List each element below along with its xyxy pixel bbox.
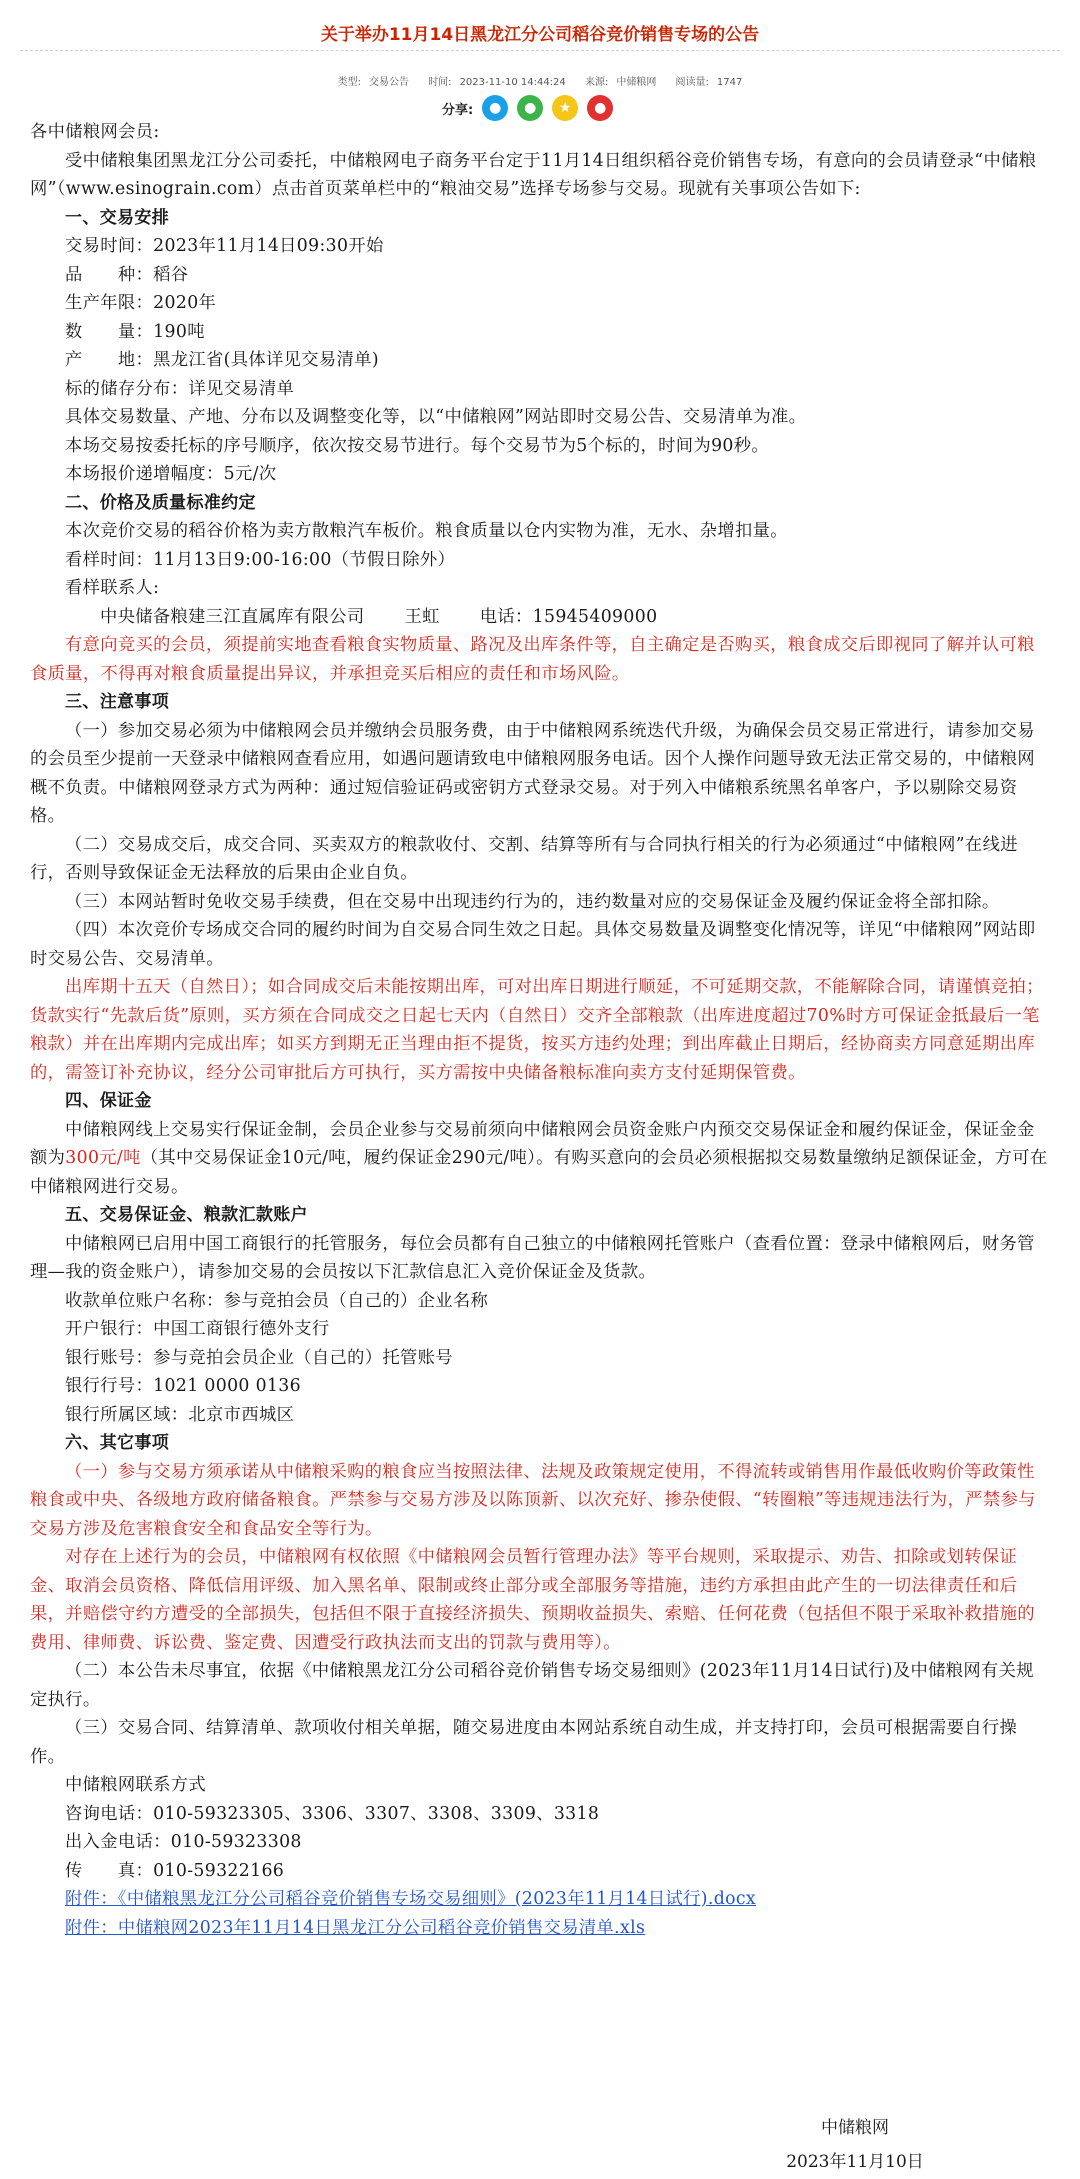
contact-phone: 电话：15945409000 bbox=[479, 606, 658, 627]
deposit-paragraph bbox=[30, 1116, 1050, 1202]
meta-type bbox=[334, 77, 413, 88]
consult-phone: 咨询电话：010-59323305、3306、3307、3308、3309、3318 bbox=[65, 1803, 600, 1824]
meta-bar bbox=[0, 73, 1080, 88]
weibo-share-icon[interactable]: ● bbox=[587, 95, 613, 121]
notice-item-1: （一）参加交易必须为中储粮网会员并缴纳会员服务费，由于中储粮网系统迭代升级，为确保会员交易正常进行，请参加交易的会员至少提前一天登录中储粮网查看应用，如遇问题请致电中储粮网服务电话。因个人操作问题导致无法正常交易的，中储粮网概不负责。中储粮网登录方式为两种：通过短信验证码或密钥方式登录交易。对于列入中储粮系统黑名单客户，予以剔除交易资格。 bbox=[30, 720, 1035, 826]
footer-date: 2023年11月10日 bbox=[786, 2152, 924, 2172]
attachment-link-rules[interactable]: 附件：《中储粮黑龙江分公司稻谷竞价销售专场交易细则》(2023年11月14日试行).docx bbox=[65, 1889, 757, 1909]
notice-item-3: （三）本网站暂时免收交易手续费，但在交易中出现违约行为的，违约数量对应的交易保证金及履约保证金将全部扣除。 bbox=[65, 891, 1000, 912]
section-2-heading: 二、价格及质量标准约定 bbox=[65, 492, 256, 513]
trade-variety: 品 种：稻谷 bbox=[65, 264, 189, 285]
section-6-heading: 六、其它事项 bbox=[65, 1433, 170, 1453]
contact-name: 王虹 bbox=[404, 606, 440, 627]
other-item-2: （二）本公告未尽事宜，依据《中储粮黑龙江分公司稻谷竞价销售专场交易细则》(2023年11月14日试行)及中储粮网有关规定执行。 bbox=[30, 1661, 1034, 1710]
fax-number: 传 真：010-59322166 bbox=[65, 1860, 285, 1881]
viewing-time: 看样时间：11月13日9:00-16:00（节假日除外） bbox=[65, 549, 456, 570]
salutation: 各中储粮网会员: bbox=[30, 122, 160, 142]
meta-source-label: 来源: bbox=[584, 77, 609, 88]
violation-penalty-warning: 对存在上述行为的会员，中储粮网有权依照《中储粮网会员暂行管理办法》等平台规则，采取提示、劝告、扣除或划转保证金、取消会员资格、降低信用评级、加入黑名单、限制或终止部分或全部服务等措施，违约方承担由此产生的一切法律责任和后果，并赔偿守约方遭受的全部损失，包括但不限于直接经济损失、预期收益损失、索赔、任何花费（包括但不限于采取补救措施的费用、律师费、诉讼费、鉴定费、因遭受行政执法而支出的罚款与费用等）。 bbox=[30, 1547, 1035, 1653]
deposit-text-pre: 中储粮网线上交易实行保证金制，会员企业参与交易前须向中储粮网会员资金账户内预交交易保证金和履约保证金，保证金金额为 bbox=[30, 1119, 1035, 1168]
footer-org: 中储粮网 bbox=[821, 2118, 889, 2138]
trade-order-note: 本场交易按委托标的序号顺序，依次按交易节进行。每个交易节为5个标的，时间为90秒。 bbox=[65, 435, 770, 456]
custody-paragraph: 中储粮网已启用中国工商银行的托管服务，每位会员都有自己独立的中储粮网托管账户（查看位置：登录中储粮网后，财务管理—我的资金账户），请参加交易的会员按以下汇款信息汇入竞价保证金及货款。 bbox=[30, 1233, 1035, 1282]
trade-origin: 产 地：黑龙江省(具体详见交易清单) bbox=[65, 350, 379, 370]
trade-quantity: 数 量：190吨 bbox=[65, 321, 205, 342]
deposit-text-post: （其中交易保证金10元/吨，履约保证金290元/吨）。有购买意向的会员必须根据拟交易数量缴纳足额保证金，方可在中储粮网进行交易。 bbox=[30, 1148, 1048, 1197]
price-step: 本场报价递增幅度：5元/次 bbox=[65, 464, 277, 484]
production-year: 生产年限：2020年 bbox=[65, 293, 217, 313]
bank-account: 银行账号：参与竞拍会员企业（自己的）托管账号 bbox=[65, 1347, 453, 1368]
bank-number: 银行行号：1021 0000 0136 bbox=[65, 1376, 301, 1396]
meta-type-value: 交易公告 bbox=[369, 77, 409, 88]
bank-name: 开户银行：中国工商银行德外支行 bbox=[65, 1319, 330, 1339]
quality-risk-warning: 有意向竞买的会员，须提前实地查看粮食实物质量、路况及出库条件等，自主确定是否购买，粮食成交后即视同了解并认可粮食质量，不得再对粮食质量提出异议，并承担竞买后相应的责任和市场风险。 bbox=[30, 635, 1035, 684]
deposit-amount: 300元/吨 bbox=[65, 1148, 141, 1168]
announcement-body bbox=[30, 118, 1050, 1942]
other-item-1-warning: （一）参与交易方须承诺从中储粮采购的粮食应当按照法律、法规及政策规定使用，不得流转或销售用作最低收购价等政策性粮食或中央、各级地方政府储备粮食。严禁参与交易方涉及以陈顶新、以次充好、掺杂使假、“转圈粮”等违规违法行为，严禁参与交易方涉及危害粮食安全和食品安全等行为。 bbox=[30, 1461, 1036, 1539]
wechat-share-icon[interactable]: ● bbox=[517, 95, 543, 121]
meta-time-value: 2023-11-10 14:44:24 bbox=[459, 77, 566, 88]
other-item-3: （三）交易合同、结算清单、款项收付相关单据，随交易进度由本网站系统自动生成，并支持打印，会员可根据需要自行操作。 bbox=[30, 1718, 1018, 1767]
contact-title: 中储粮网联系方式 bbox=[65, 1775, 207, 1795]
delivery-terms-warning: 出库期十五天（自然日）；如合同成交后未能按期出库，可对出库日期进行顺延，不可延期交款，不能解除合同，请谨慎竞拍；货款实行“先款后货”原则，买方须在合同成交之日起七天内（自然日）交齐全部粮款（出库进度超过70%时方可保证金抵最后一笔粮款）并在出库期内完成出库；如买方到期无正当理由拒不提货，按买方违约处理；到出库截止日期后，经协商卖方同意延期出库的，需签订补充协议，经分公司审批后方可执行，买方需按中央储备粮标准向卖方支付延期保管费。 bbox=[30, 977, 1044, 1083]
bank-region: 银行所属区域：北京市西城区 bbox=[65, 1404, 295, 1425]
meta-reads bbox=[672, 77, 747, 88]
quantity-change-note: 具体交易数量、产地、分布以及调整变化等，以“中储粮网”网站即时交易公告、交易清单为准。 bbox=[65, 407, 807, 427]
meta-source-value: 中储粮网 bbox=[616, 77, 657, 88]
funds-phone: 出入金电话：010-59323308 bbox=[65, 1832, 302, 1852]
qzone-share-icon[interactable]: ★ bbox=[552, 95, 578, 121]
intro-paragraph: 受中储粮集团黑龙江分公司委托，中储粮网电子商务平台定于11月14日组织稻谷竞价销售专场，有意向的会员请登录“中储粮网”（www.esinograin.com）点击首页菜单栏中的“粮油交易”选择专场参与交易。现就有关事项公告如下: bbox=[30, 150, 1037, 199]
payee-name: 收款单位账户名称：参与竞拍会员（自己的）企业名称 bbox=[65, 1290, 489, 1311]
meta-reads-label: 阅读量: bbox=[675, 77, 709, 88]
price-quality-paragraph: 本次竞价交易的稻谷价格为卖方散粮汽车板价。粮食质量以仓内实物为准，无水、杂增扣量。 bbox=[65, 521, 788, 541]
meta-time bbox=[424, 77, 570, 88]
trade-time: 交易时间：2023年11月14日09:30开始 bbox=[65, 236, 384, 256]
viewing-contact-label: 看样联系人: bbox=[65, 578, 160, 598]
section-3-heading: 三、注意事项 bbox=[65, 692, 170, 712]
section-1-heading: 一、交易安排 bbox=[65, 207, 170, 228]
meta-type-label: 类型: bbox=[337, 77, 361, 88]
section-5-heading: 五、交易保证金、粮款汇款账户 bbox=[65, 1205, 308, 1225]
storage-distribution: 标的储存分布：详见交易清单 bbox=[65, 378, 295, 399]
title-divider bbox=[20, 50, 1060, 51]
meta-time-label: 时间: bbox=[428, 77, 452, 88]
share-label: 分享: bbox=[442, 102, 474, 118]
qq-share-icon[interactable]: ● bbox=[482, 95, 508, 121]
contact-company: 中央储备粮建三江直属库有限公司 bbox=[100, 606, 365, 627]
section-4-heading: 四、保证金 bbox=[65, 1091, 152, 1111]
attachment-link-list[interactable]: 附件：中储粮网2023年11月14日黑龙江分公司稻谷竞价销售交易清单.xls bbox=[65, 1917, 646, 1938]
notice-item-2: （二）交易成交后，成交合同、买卖双方的粮款收付、交割、结算等所有与合同执行相关的行为必须通过“中储粮网”在线进行，否则导致保证金无法释放的后果由企业自负。 bbox=[30, 834, 1018, 883]
notice-item-4: （四）本次竞价专场成交合同的履约时间为自交易合同生效之日起。具体交易数量及调整变化情况等，详见“中储粮网”网站即时交易公告、交易清单。 bbox=[30, 920, 1036, 969]
page-title: 关于举办11月14日黑龙江分公司稻谷竞价销售专场的公告 bbox=[320, 25, 760, 45]
viewing-contact-line bbox=[30, 603, 1050, 632]
meta-reads-value: 1747 bbox=[716, 77, 743, 88]
meta-source bbox=[581, 77, 660, 88]
